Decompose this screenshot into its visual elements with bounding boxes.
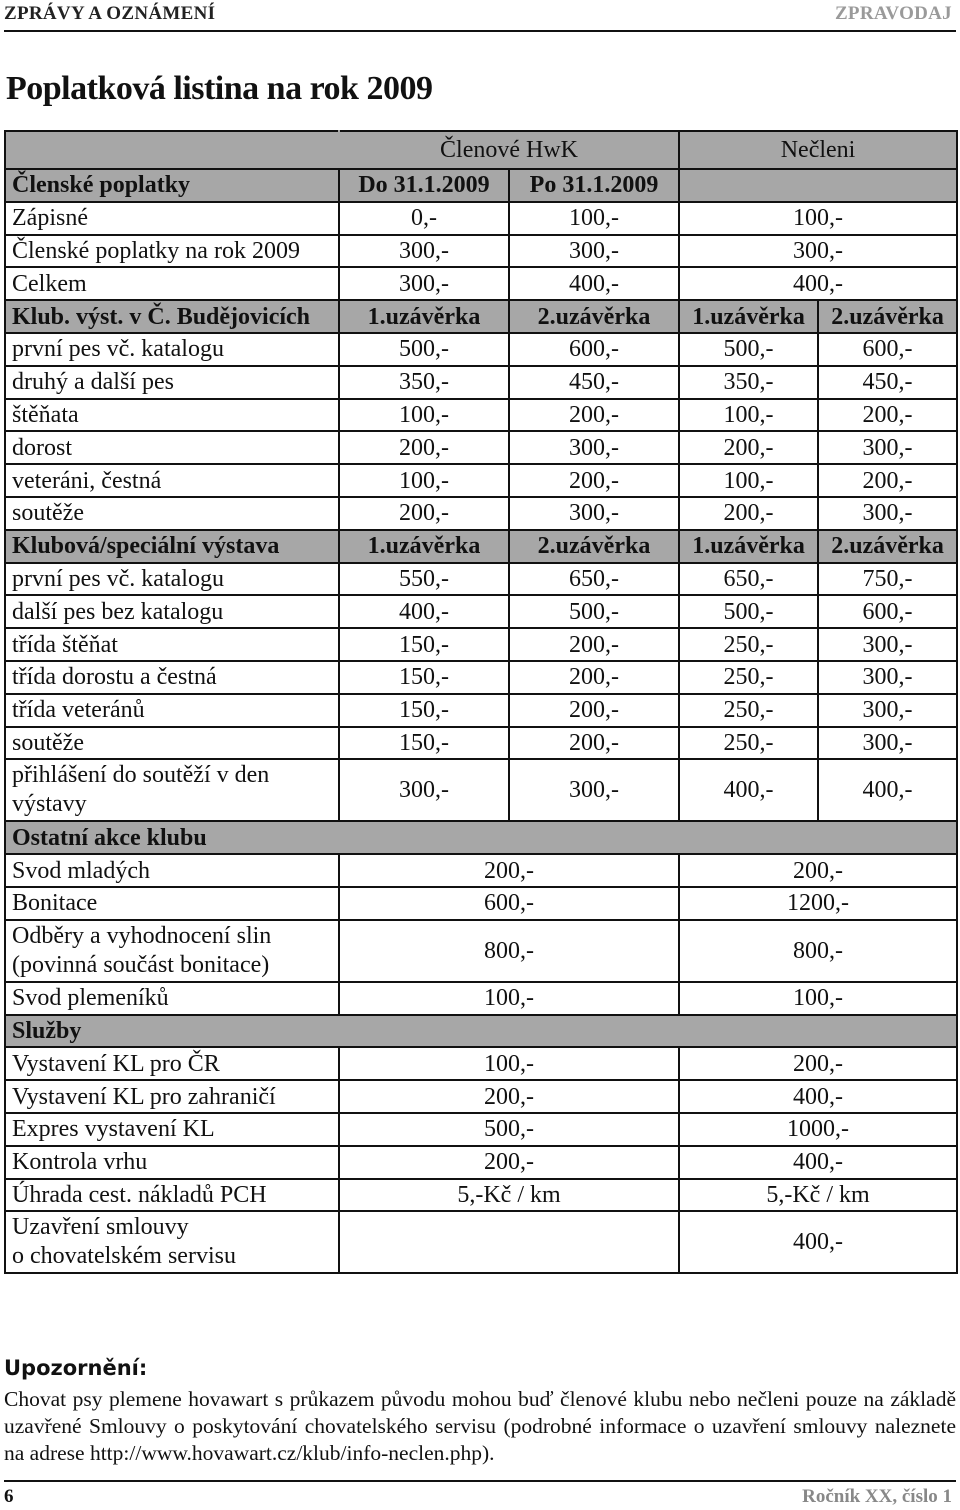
table-row [5,982,957,1015]
row-label: dorost [5,431,339,464]
row-label: štěňata [5,399,339,432]
table-row [5,202,957,235]
members-header: Členové HwK [339,131,679,169]
row-label: přihlášení do soutěží v den výstavy [5,759,339,821]
fee-cell: 100,- [679,464,818,497]
row-label: Členské poplatky na rok 2009 [5,235,339,268]
fee-nonmember-cell: 400,- [679,267,957,300]
membership-header-row [5,131,957,169]
fee-cell: 300,- [339,759,509,821]
member-fee-cell: 100,- [339,1047,679,1080]
table-row [5,595,957,628]
row-label: Expres vystavení KL [5,1113,339,1146]
fee-cell: 500,- [679,333,818,366]
fee-cell: 450,- [818,366,957,399]
member-fee-cell: 100,- [339,982,679,1015]
row-label: Bonitace [5,887,339,920]
row-label: první pes vč. katalogu [5,333,339,366]
table-row [5,366,957,399]
row-label: Svod mladých [5,854,339,887]
contract-label-line2: o chovatelském servisu [12,1243,236,1270]
table-row [5,563,957,596]
fee-cell: 450,- [509,366,679,399]
page-number: 6 [4,1486,14,1507]
fee-after-cell: 400,- [509,267,679,300]
member-fee-cell: 200,- [339,1146,679,1179]
note-text: Chovat psy plemene hovawart s průkazem původu mohou buď členové klubu nebo nečleni pouze na základě uzavřené Smlouvy o poskytování chovatelského servisu (podrobné informace o uzavření smlouvy naleznete na adrese http://www.hovawart.cz/klub/info-neclen.php). [4,1387,956,1465]
row-label: další pes bez katalogu [5,595,339,628]
fee-cell: 600,- [818,595,957,628]
fee-cell: 200,- [679,431,818,464]
fee-before-cell: 0,- [339,202,509,235]
fee-cell: 200,- [339,497,509,530]
fee-cell: 150,- [339,694,509,727]
fee-cell: 600,- [818,333,957,366]
fee-cell: 350,- [339,366,509,399]
row-label: Odběry a vyhodnocení slin (povinná součást bonitace) [5,920,339,982]
table-row [5,1146,957,1179]
issue-label: Ročník XX, číslo 1 [802,1486,952,1507]
fee-cell: 600,- [509,333,679,366]
fee-cell: 200,- [339,431,509,464]
fees-header-row [5,169,957,202]
fees-before-header: Do 31.1.2009 [339,169,509,202]
table-row [5,854,957,887]
fee-cell: 400,- [679,759,818,821]
fee-cell: 200,- [509,661,679,694]
row-label: třída štěňat [5,628,339,661]
table-row [5,267,957,300]
section-header: ZPRÁVY A OZNÁMENÍ [4,3,216,24]
fee-cell: 500,- [339,333,509,366]
table-row [5,333,957,366]
table-row [5,1113,957,1146]
row-label: Zápisné [5,202,339,235]
fee-cell: 400,- [339,595,509,628]
member-fee-cell: 200,- [339,854,679,887]
member-fee-cell: 500,- [339,1113,679,1146]
row-label: Úhrada cest. nákladů PCH [5,1179,339,1212]
row-label: soutěže [5,727,339,760]
table-row [5,1047,957,1080]
table-row [5,887,957,920]
fee-cell: 150,- [339,628,509,661]
fee-cell: 500,- [509,595,679,628]
club-show-header-row [5,530,957,563]
fee-cell: 100,- [339,464,509,497]
cb-show-header-row [5,300,957,333]
services-header-row [5,1015,957,1048]
nonmember-fee-cell: 800,- [679,920,957,982]
row-label: Kontrola vrhu [5,1146,339,1179]
fee-table-body [5,131,957,1273]
fee-cell: 300,- [818,431,957,464]
fee-after-cell: 100,- [509,202,679,235]
nonmember-fee-cell: 1200,- [679,887,957,920]
deadline-header: 1.uzávěrka [339,300,509,333]
club-show-header-label: Klubová/speciální výstava [5,530,339,563]
table-row [5,727,957,760]
nonmember-fee-cell: 5,-Kč / km [679,1179,957,1212]
nonmember-fee-cell: 400,- [679,1080,957,1113]
nonmembers-header: Nečleni [679,131,957,169]
fee-cell: 200,- [509,399,679,432]
table-row [5,694,957,727]
row-label: třída dorostu a čestná [5,661,339,694]
row-label: Vystavení KL pro ČR [5,1047,339,1080]
cb-show-header-label: Klub. výst. v Č. Budějovicích [5,300,339,333]
table-row [5,759,957,821]
fee-cell: 500,- [679,595,818,628]
header-divider [4,30,956,32]
fee-cell: 150,- [339,661,509,694]
fee-cell: 550,- [339,563,509,596]
fee-cell: 750,- [818,563,957,596]
deadline-header: 1.uzávěrka [679,530,818,563]
fee-cell: 300,- [818,661,957,694]
fee-cell: 100,- [679,399,818,432]
nonmember-fee-cell: 400,- [679,1146,957,1179]
fee-cell: 400,- [818,759,957,821]
fee-cell: 300,- [818,727,957,760]
note-title: Upozornění: [4,1356,148,1380]
deadline-header: 2.uzávěrka [818,300,957,333]
fee-before-cell: 300,- [339,267,509,300]
fee-cell: 100,- [339,399,509,432]
table-row [5,1080,957,1113]
table-row [5,497,957,530]
fee-nonmember-cell: 300,- [679,235,957,268]
fee-table [4,130,958,1274]
fees-header-label: Členské poplatky [5,169,339,202]
nonmember-fee-cell: 1000,- [679,1113,957,1146]
nonmember-fee-cell: 200,- [679,1047,957,1080]
fee-cell: 250,- [679,694,818,727]
row-label: soutěže [5,497,339,530]
fee-cell: 300,- [818,497,957,530]
deadline-header: 1.uzávěrka [679,300,818,333]
fee-cell: 650,- [509,563,679,596]
fee-cell: 200,- [818,399,957,432]
row-label: veteráni, čestná [5,464,339,497]
fee-cell: 150,- [339,727,509,760]
table-row [5,1179,957,1212]
nonmember-fee-cell: 200,- [679,854,957,887]
table-row [5,628,957,661]
fee-cell: 200,- [509,694,679,727]
row-label: Svod plemeníků [5,982,339,1015]
table-row [5,464,957,497]
contract-row [5,1211,957,1273]
member-fee-cell: 600,- [339,887,679,920]
fee-cell: 250,- [679,628,818,661]
fee-cell: 300,- [509,497,679,530]
other-actions-header-row [5,821,957,854]
table-row [5,235,957,268]
table-row [5,431,957,464]
fee-cell: 250,- [679,727,818,760]
fee-nonmember-cell: 100,- [679,202,957,235]
nonmember-fee-cell: 400,- [679,1211,957,1273]
footer-divider [4,1480,956,1482]
fee-cell: 200,- [509,628,679,661]
fee-cell: 200,- [509,727,679,760]
row-label: první pes vč. katalogu [5,563,339,596]
fee-cell: 300,- [509,759,679,821]
member-fee-cell [339,1211,679,1273]
page-title: Poplatková listina na rok 2009 [6,70,433,107]
member-fee-cell: 200,- [339,1080,679,1113]
member-fee-cell: 5,-Kč / km [339,1179,679,1212]
fee-cell: 300,- [818,628,957,661]
deadline-header: 2.uzávěrka [509,300,679,333]
fee-cell: 250,- [679,661,818,694]
services-header-label: Služby [5,1015,957,1048]
publication-header: ZPRAVODAJ [834,3,952,24]
table-row [5,399,957,432]
row-label: třída veteránů [5,694,339,727]
fee-cell: 300,- [818,694,957,727]
row-label [5,1211,339,1273]
fees-nonmember-header [679,169,957,202]
row-label: druhý a další pes [5,366,339,399]
fee-cell: 200,- [679,497,818,530]
deadline-header: 1.uzávěrka [339,530,509,563]
row-label: Vystavení KL pro zahraničí [5,1080,339,1113]
contract-label-line1: Uzavření smlouvy [12,1214,189,1241]
fee-before-cell: 300,- [339,235,509,268]
nonmember-fee-cell: 100,- [679,982,957,1015]
fee-cell: 200,- [509,464,679,497]
other-actions-header-label: Ostatní akce klubu [5,821,957,854]
table-row [5,920,957,982]
row-label: Celkem [5,267,339,300]
table-corner [5,131,339,169]
fee-after-cell: 300,- [509,235,679,268]
deadline-header: 2.uzávěrka [509,530,679,563]
deadline-header: 2.uzávěrka [818,530,957,563]
member-fee-cell: 800,- [339,920,679,982]
fee-cell: 650,- [679,563,818,596]
fees-after-header: Po 31.1.2009 [509,169,679,202]
fee-cell: 300,- [509,431,679,464]
fee-cell: 350,- [679,366,818,399]
fee-cell: 200,- [818,464,957,497]
table-row [5,661,957,694]
